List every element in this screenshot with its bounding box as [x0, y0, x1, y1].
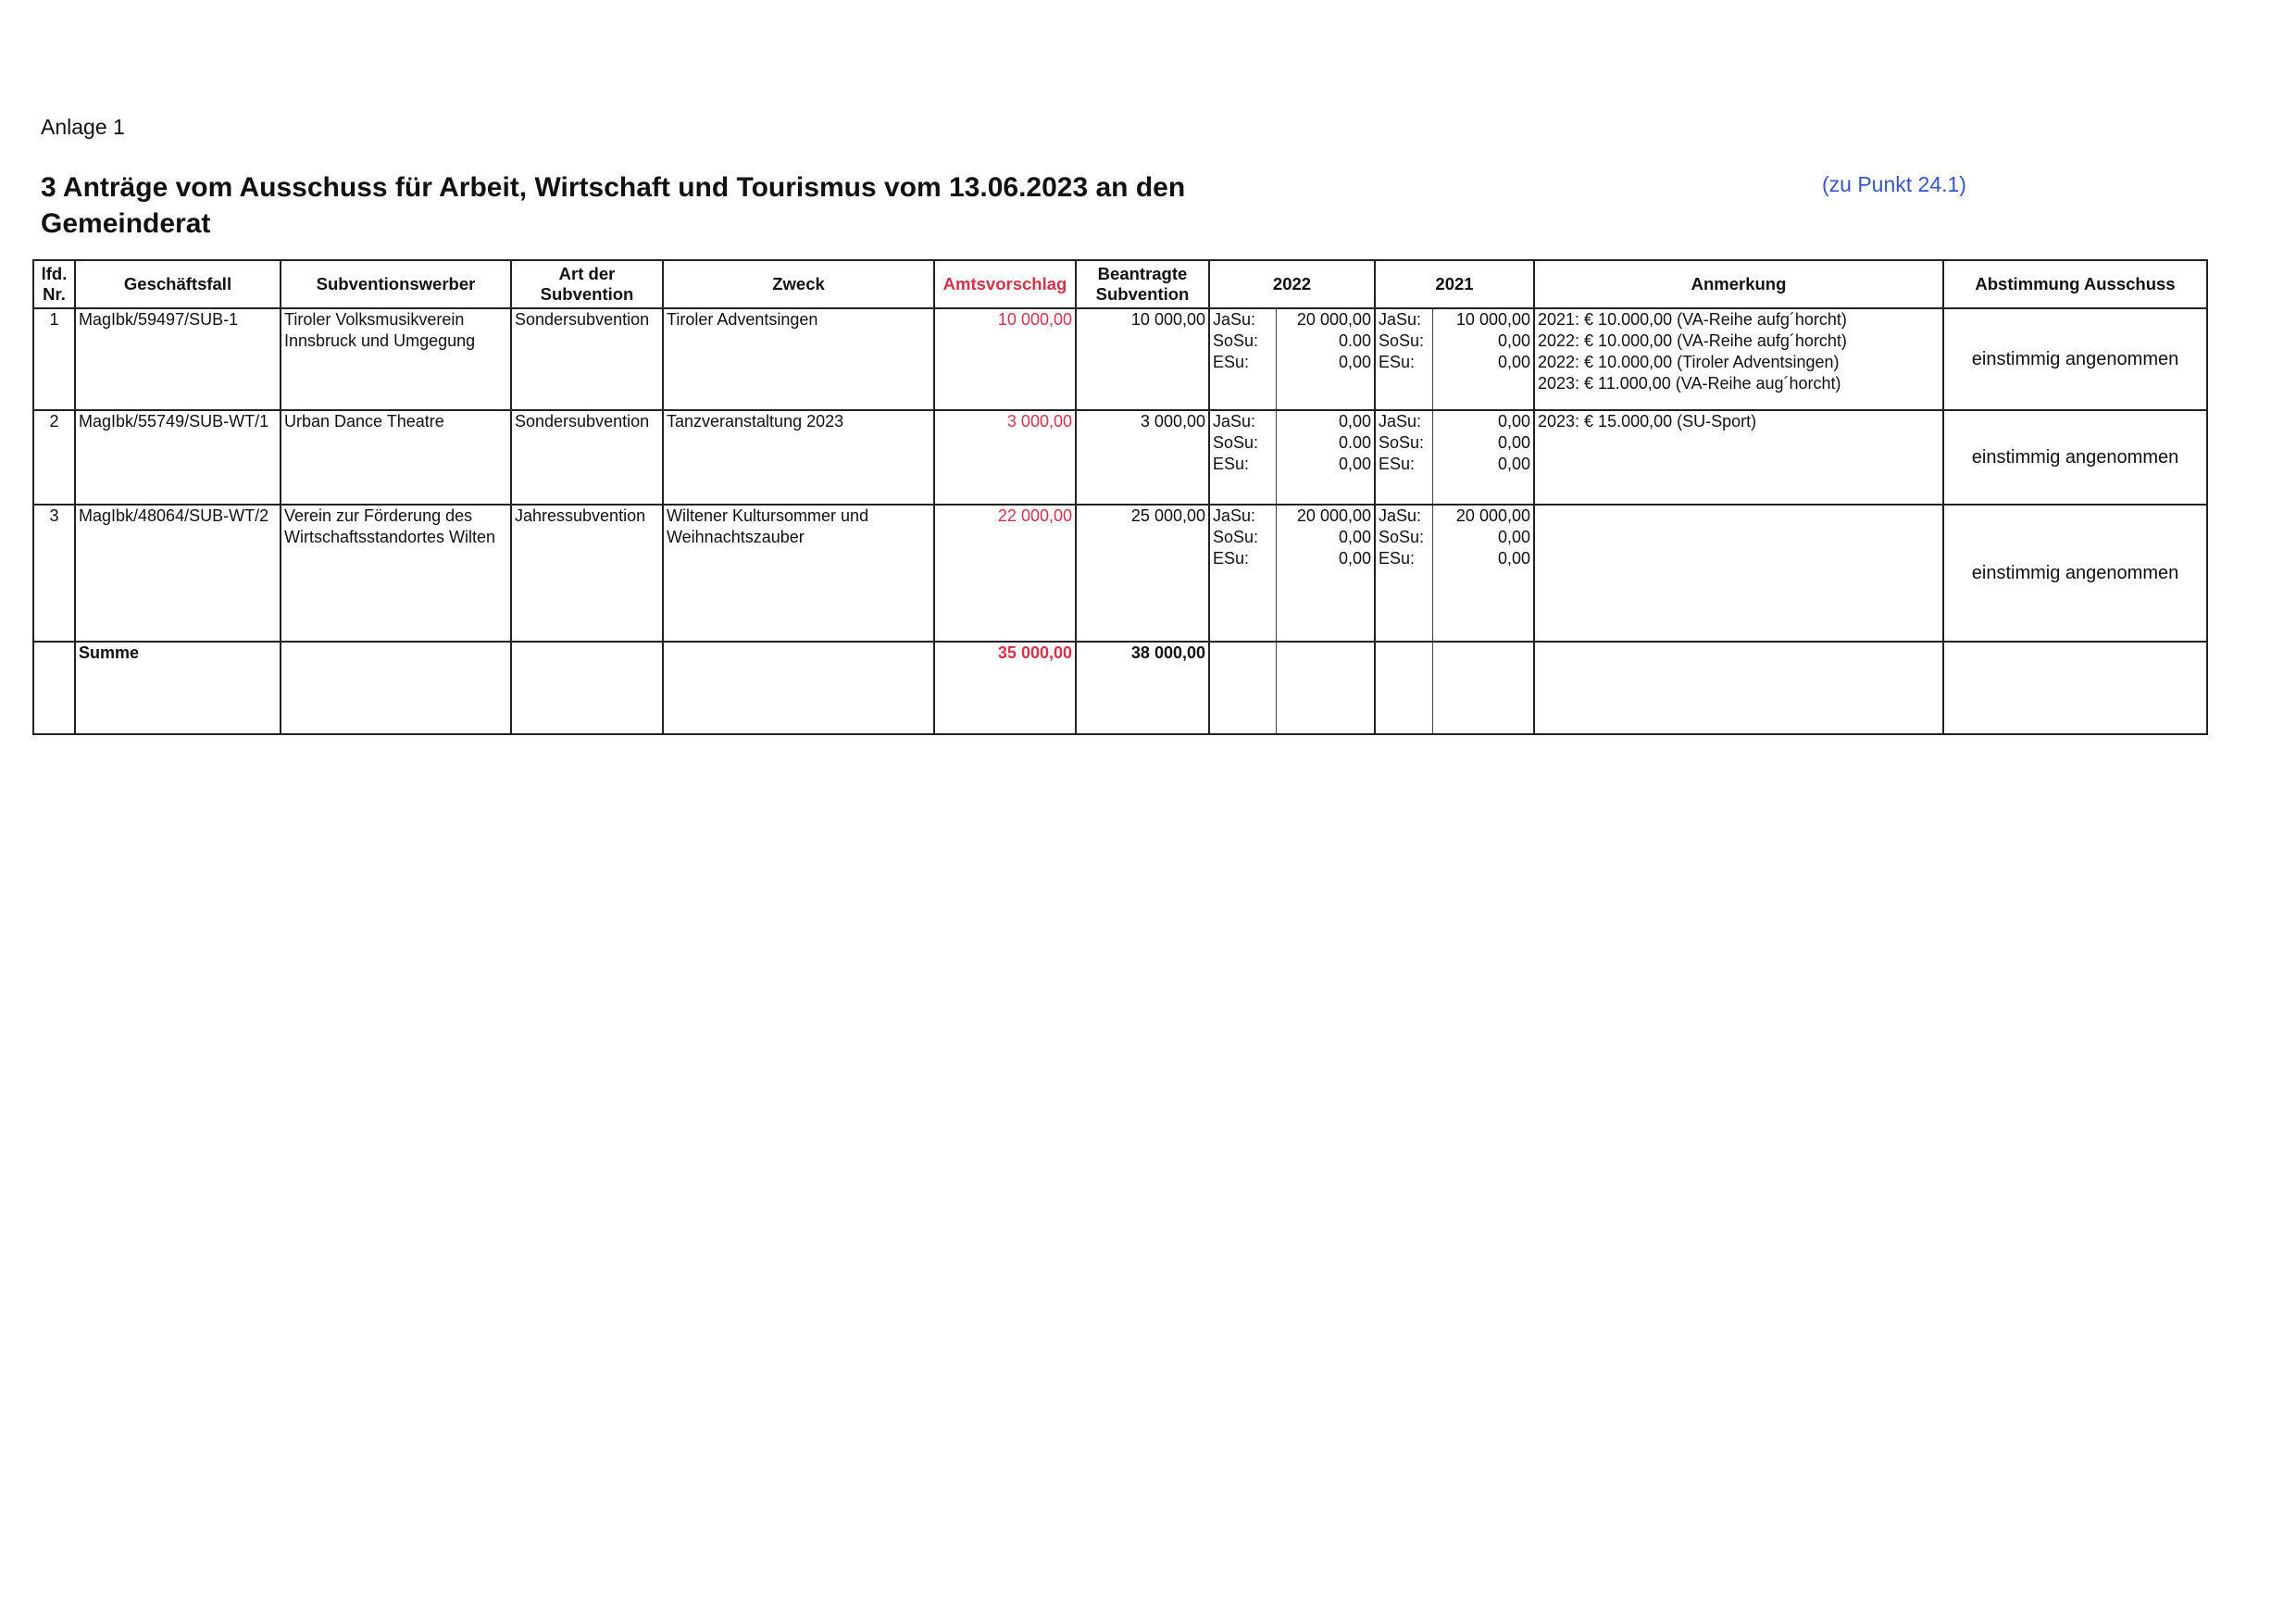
- row-anmerkung: [1534, 410, 1943, 505]
- col-werber-header: Subventionswerber: [281, 260, 511, 308]
- row-abstimmung: einstimmig angenommen: [1943, 308, 2207, 410]
- summe-empty: [663, 642, 934, 734]
- row-werber: Verein zur Förderung des Wirtschaftsstandortes Wilten: [281, 505, 511, 642]
- page-title: 3 Anträge vom Ausschuss für Arbeit, Wirtschaft und Tourismus vom 13.06.2023 an den Gemeinderat: [41, 172, 1186, 239]
- col-amtsvorschlag-header: Amtsvorschlag: [934, 260, 1076, 308]
- row-amtsvorschlag: 3 000,00: [934, 410, 1076, 505]
- row-amtsvorschlag: 22 000,00: [934, 505, 1076, 642]
- row-beantragt: 25 000,00: [1076, 505, 1209, 642]
- row-werber: Tiroler Volksmusikverein Innsbruck und Umgegung: [281, 308, 511, 410]
- row-2021-values-line: 20 000,00: [1455, 506, 1530, 525]
- row-2022-labels-line: SoSu:: [1213, 528, 1259, 546]
- row-2022-labels: [1209, 410, 1276, 505]
- summe-empty: [1432, 642, 1534, 734]
- row-2021-values: [1432, 308, 1534, 410]
- col-anmerkung-header: Anmerkung: [1534, 260, 1943, 308]
- row-2022-labels-line: SoSu:: [1213, 433, 1259, 452]
- attachment-label: Anlage 1: [41, 115, 125, 139]
- summe-amtsvorschlag: 35 000,00: [934, 642, 1076, 734]
- row-2021-values-line: 0,00: [1497, 412, 1530, 431]
- row-art: Jahressubvention: [511, 505, 663, 642]
- row-art: Sondersubvention: [511, 410, 663, 505]
- row-2022-labels-line: JaSu:: [1213, 506, 1256, 525]
- row-2021-labels-line: SoSu:: [1379, 528, 1425, 546]
- summe-empty: [1943, 642, 2207, 734]
- table-row: [33, 308, 2207, 410]
- row-2021-labels-line: ESu:: [1379, 353, 1416, 371]
- col-abstimmung-header: Abstimmung Ausschuss: [1943, 260, 2207, 308]
- row-2021-labels-line: JaSu:: [1379, 506, 1422, 525]
- row-2021-values-line: 0,00: [1497, 331, 1530, 350]
- row-beantragt: 3 000,00: [1076, 410, 1209, 505]
- row-2022-labels: [1209, 505, 1276, 642]
- row-anmerkung-line: 2023: € 15.000,00 (SU-Sport): [1538, 412, 1757, 431]
- row-2022-labels-line: SoSu:: [1213, 331, 1259, 350]
- row-2022-values: [1276, 308, 1375, 410]
- row-2022-values-line: 0,00: [1338, 455, 1371, 473]
- row-anmerkung-line: 2021: € 10.000,00 (VA-Reihe aufg´horcht): [1538, 310, 1847, 329]
- row-anmerkung-line: 2022: € 10.000,00 (VA-Reihe aufg´horcht): [1538, 331, 1847, 350]
- summe-empty: [281, 642, 511, 734]
- col-2021-header: 2021: [1375, 260, 1534, 308]
- row-2021-labels-line: SoSu:: [1379, 433, 1425, 452]
- agenda-reference: (zu Punkt 24.1): [1822, 172, 1966, 196]
- row-2021-labels-line: ESu:: [1379, 549, 1416, 568]
- row-nr: 1: [33, 308, 75, 410]
- summe-label: Summe: [75, 642, 281, 734]
- row-2022-labels-line: ESu:: [1213, 455, 1250, 473]
- row-zweck: Tanzveranstaltung 2023: [663, 410, 934, 505]
- row-2022-values-line: 0.00: [1338, 331, 1371, 350]
- row-2022-values: [1276, 505, 1375, 642]
- table-row: [33, 505, 2207, 642]
- col-art-header: Art der Subvention: [511, 260, 663, 308]
- row-2021-values-line: 0,00: [1497, 433, 1530, 452]
- row-geschaeftsfall: MagIbk/59497/SUB-1: [75, 308, 281, 410]
- row-2022-values-line: 0,00: [1338, 412, 1371, 431]
- col-zweck-header: Zweck: [663, 260, 934, 308]
- row-zweck: Wiltener Kultursommer und Weihnachtszauber: [663, 505, 934, 642]
- col-nr-header: lfd. Nr.: [33, 260, 75, 308]
- row-2021-values-line: 0,00: [1497, 549, 1530, 568]
- row-amtsvorschlag: 10 000,00: [934, 308, 1076, 410]
- row-2021-labels: [1375, 410, 1432, 505]
- row-anmerkung: [1534, 505, 1943, 642]
- row-geschaeftsfall: MagIbk/48064/SUB-WT/2: [75, 505, 281, 642]
- row-2021-values-line: 0,00: [1497, 455, 1530, 473]
- summe-empty: [1375, 642, 1432, 734]
- row-2022-values-line: 0,00: [1338, 549, 1371, 568]
- row-2022-values-line: 0.00: [1338, 433, 1371, 452]
- row-2022-values: [1276, 410, 1375, 505]
- row-anmerkung-line: 2023: € 11.000,00 (VA-Reihe aug´horcht): [1538, 374, 1841, 393]
- summe-empty: [1209, 642, 1276, 734]
- col-geschaeftsfall-header: Geschäftsfall: [75, 260, 281, 308]
- table-row: [33, 410, 2207, 505]
- summe-empty: [1276, 642, 1375, 734]
- row-2022-labels-line: ESu:: [1213, 353, 1250, 371]
- row-abstimmung: einstimmig angenommen: [1943, 505, 2207, 642]
- row-2021-values-line: 0,00: [1497, 528, 1530, 546]
- row-2022-labels-line: ESu:: [1213, 549, 1250, 568]
- row-2021-values-line: 10 000,00: [1455, 310, 1530, 329]
- row-zweck: Tiroler Adventsingen: [663, 308, 934, 410]
- row-2022-values-line: 0,00: [1338, 528, 1371, 546]
- row-2022-values-line: 0,00: [1338, 353, 1371, 371]
- row-geschaeftsfall: MagIbk/55749/SUB-WT/1: [75, 410, 281, 505]
- row-2021-labels: [1375, 505, 1432, 642]
- row-2021-labels-line: JaSu:: [1379, 310, 1422, 329]
- row-2021-labels-line: ESu:: [1379, 455, 1416, 473]
- col-beantragt-header: Beantragte Subvention: [1076, 260, 1209, 308]
- row-2021-values: [1432, 410, 1534, 505]
- row-nr: 2: [33, 410, 75, 505]
- col-2022-header: 2022: [1209, 260, 1375, 308]
- row-2021-labels-line: SoSu:: [1379, 331, 1425, 350]
- row-art: Sondersubvention: [511, 308, 663, 410]
- row-anmerkung: [1534, 308, 1943, 410]
- row-anmerkung-line: 2022: € 10.000,00 (Tiroler Adventsingen): [1538, 353, 1840, 371]
- row-2021-values: [1432, 505, 1534, 642]
- subsidy-table: [32, 259, 2208, 735]
- summe-row: [33, 642, 2207, 734]
- row-abstimmung: einstimmig angenommen: [1943, 410, 2207, 505]
- summe-empty: [511, 642, 663, 734]
- table-header-row: [33, 260, 2207, 308]
- row-2022-values-line: 20 000,00: [1296, 310, 1371, 329]
- summe-empty: [1534, 642, 1943, 734]
- row-2021-values-line: 0,00: [1497, 353, 1530, 371]
- summe-empty: [33, 642, 75, 734]
- row-2021-labels-line: JaSu:: [1379, 412, 1422, 431]
- row-nr: 3: [33, 505, 75, 642]
- row-werber: Urban Dance Theatre: [281, 410, 511, 505]
- row-2022-labels-line: JaSu:: [1213, 412, 1256, 431]
- row-beantragt: 10 000,00: [1076, 308, 1209, 410]
- summe-beantragt: 38 000,00: [1076, 642, 1209, 734]
- row-2022-labels: [1209, 308, 1276, 410]
- row-2022-labels-line: JaSu:: [1213, 310, 1256, 329]
- row-2021-labels: [1375, 308, 1432, 410]
- row-2022-values-line: 20 000,00: [1296, 506, 1371, 525]
